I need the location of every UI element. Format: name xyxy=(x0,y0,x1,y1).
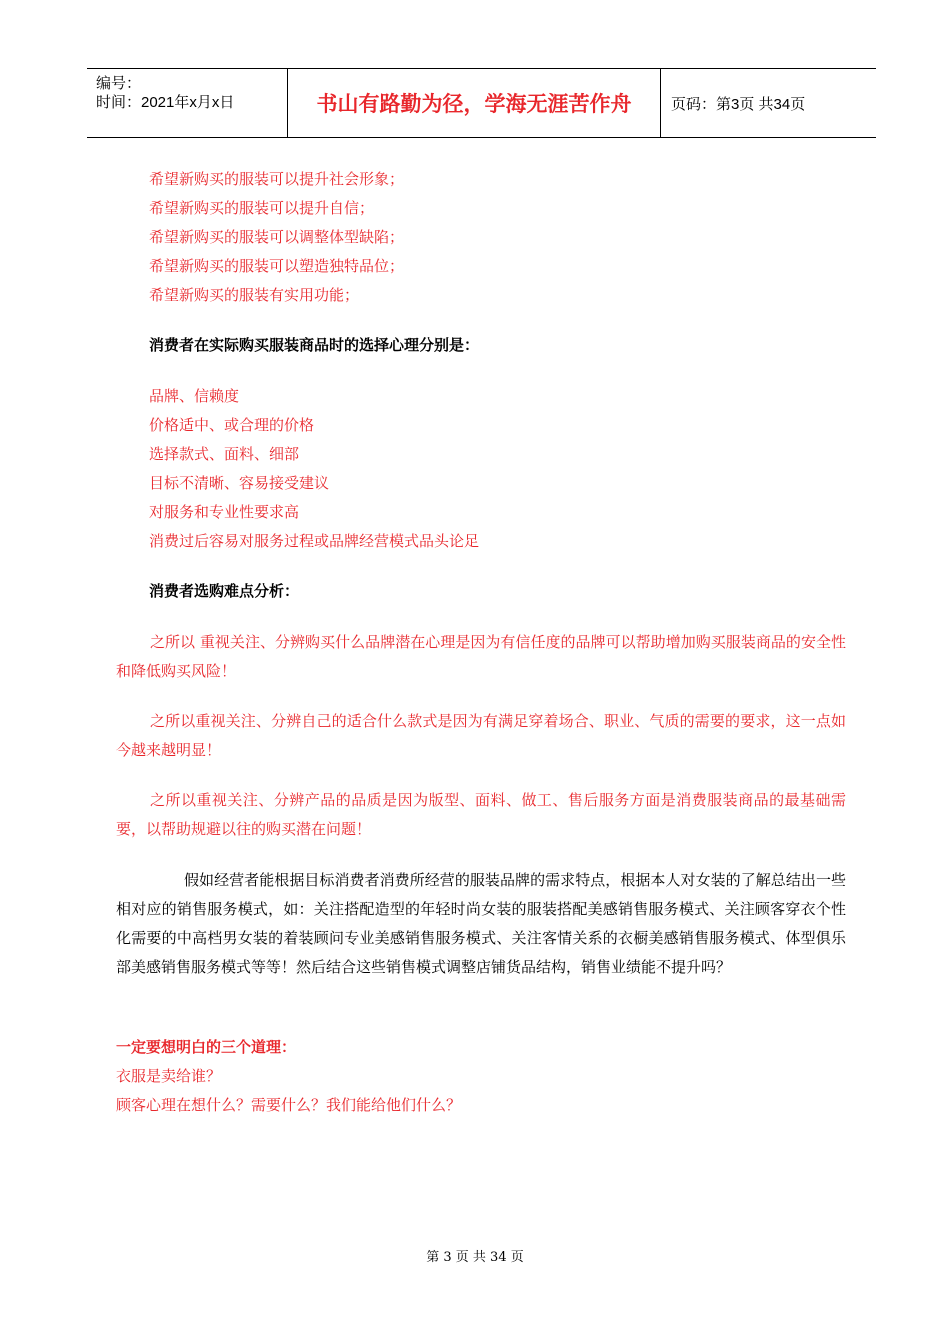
list-item: 希望新购买的服装有实用功能； xyxy=(149,286,360,304)
header-page-info xyxy=(661,69,876,137)
list-item: 选择款式、面料、细部 xyxy=(149,445,300,463)
page-footer: 第 3 页 共 34 页 xyxy=(426,1250,524,1265)
section-heading-principles: 一定要想明白的三个道理： xyxy=(116,1038,297,1056)
page-info-text: 页码：第3页 共34页 xyxy=(671,95,806,113)
list-item: 希望新购买的服装可以塑造独特品位； xyxy=(149,257,405,275)
section-heading-difficulty: 消费者选购难点分析： xyxy=(149,582,300,600)
header-motto: 书山有路勤为径，学海无涯苦作舟 xyxy=(288,69,661,137)
document-number-label: 编号： xyxy=(96,75,142,92)
difficulty-paragraph: 之所以重视关注、分辨产品的品质是因为版型、面料、做工、售后服务方面是消费服装商品的最基础需要，以帮助规避以往的购买潜在问题！ xyxy=(116,791,846,838)
difficulty-paragraph: 之所以重视关注、分辨自己的适合什么款式是因为有满足穿着场合、职业、气质的需要的要求，这一点如今越来越明显！ xyxy=(116,712,846,759)
section-heading-selection: 消费者在实际购买服装商品时的选择心理分别是： xyxy=(149,336,480,354)
list-item: 希望新购买的服装可以提升自信； xyxy=(149,199,375,217)
difficulty-paragraph: 之所以 重视关注、分辨购买什么品牌潜在心理是因为有信任度的品牌可以帮助增加购买服装商品的安全性和降低购买风险！ xyxy=(116,633,846,680)
list-item: 目标不清晰、容易接受建议 xyxy=(149,474,330,492)
list-item: 希望新购买的服装可以提升社会形象； xyxy=(149,170,405,188)
list-item: 希望新购买的服装可以调整体型缺陷； xyxy=(149,228,405,246)
list-item: 价格适中、或合理的价格 xyxy=(149,416,315,434)
list-item: 顾客心理在想什么？需要什么？我们能给他们什么？ xyxy=(116,1096,462,1114)
list-item: 衣服是卖给谁？ xyxy=(116,1067,222,1085)
list-item: 消费过后容易对服务过程或品牌经营模式品头论足 xyxy=(149,532,480,550)
list-item: 对服务和专业性要求高 xyxy=(149,503,300,521)
document-time-label: 时间：2021年x月x日 xyxy=(96,94,235,111)
list-item: 品牌、信赖度 xyxy=(149,387,240,405)
page-header xyxy=(87,68,876,138)
summary-paragraph: 假如经营者能根据目标消费者消费所经营的服装品牌的需求特点，根据本人对女装的了解总结出一些相对应的销售服务模式，如：关注搭配造型的年轻时尚女装的服装搭配美感销售服务模式、关注顾客穿衣个性化需要的中高档男女装的着装顾问专业美感销售服务模式、关注客情关系的衣橱美感销售服务模式、体型俱乐部美感销售服务模式等等！然后结合这些销售模式调整店铺货品结构，销售业绩能不提升吗？ xyxy=(116,871,846,976)
header-meta xyxy=(87,69,288,137)
